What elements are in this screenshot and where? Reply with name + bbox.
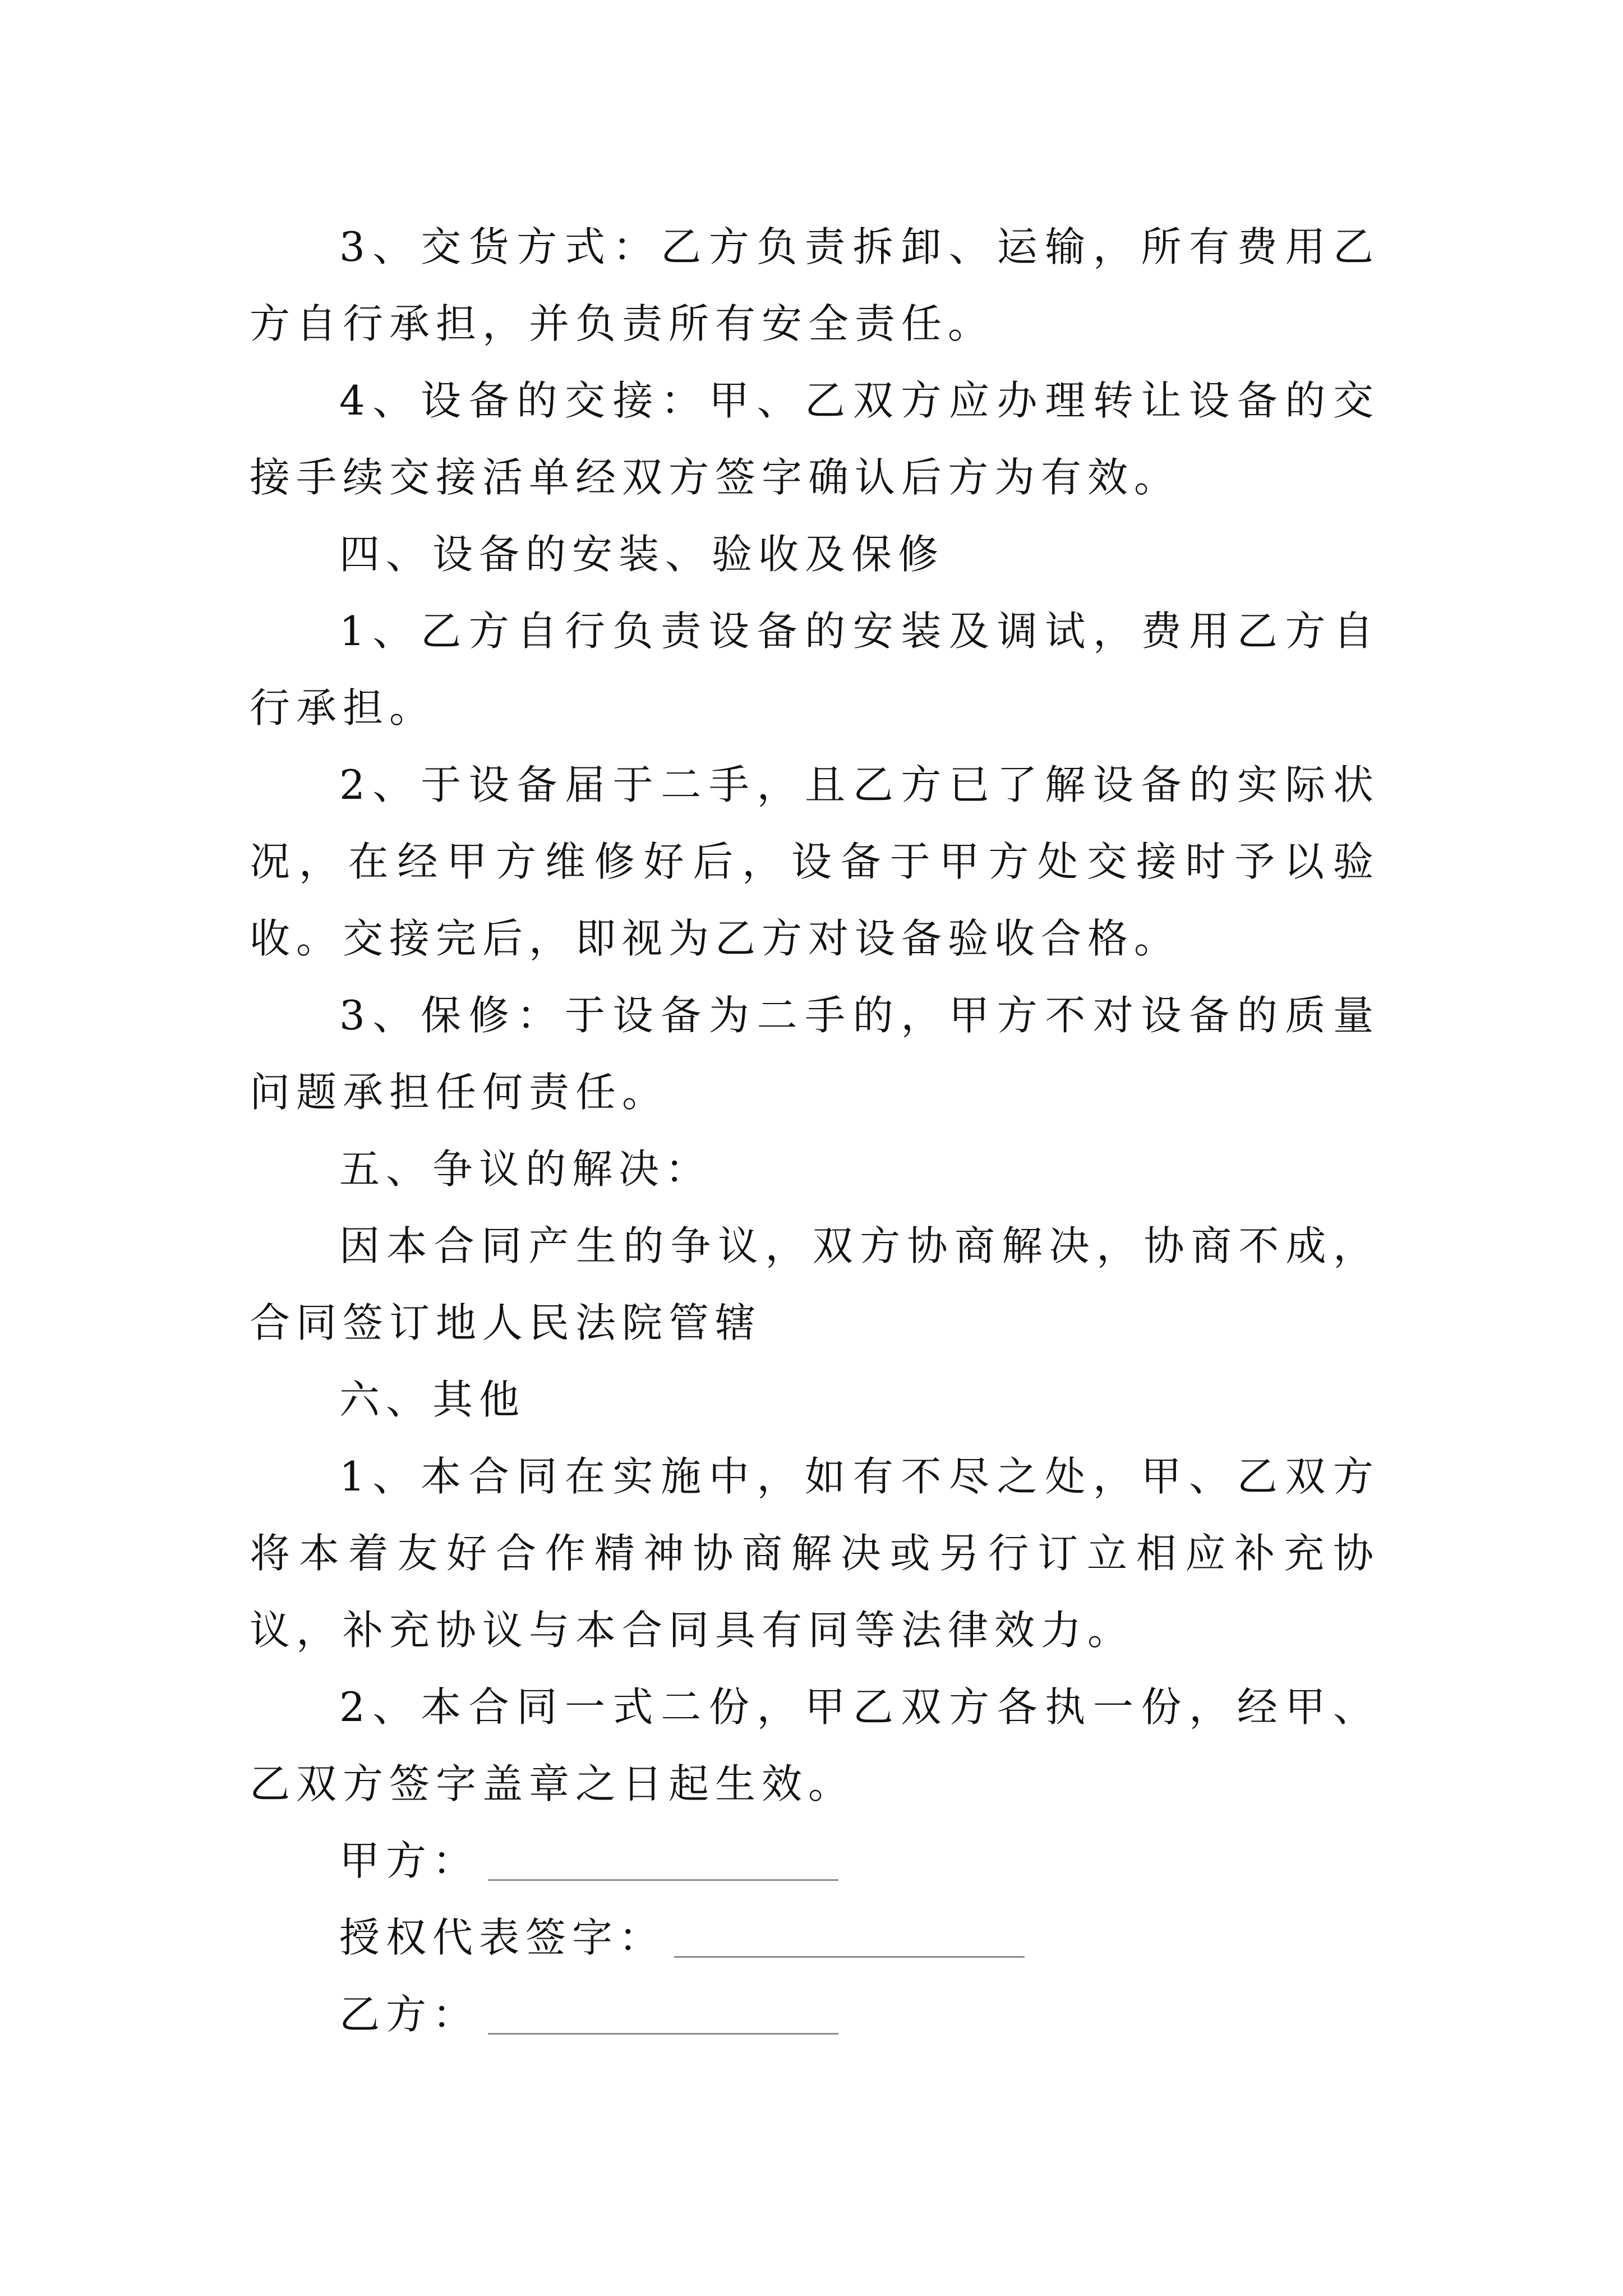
clause-warranty: 3、保修：于设备为二手的，甲方不对设备的质量问题承担任何责任。: [250, 992, 1380, 1116]
clause-acceptance: 2、于设备届于二手，且乙方已了解设备的实际状况，在经甲方维修好后，设备于甲方处交接时予以验收。交接完后，即视为乙方对设备验收合格。: [250, 761, 1380, 962]
contract-body: [250, 209, 1380, 2053]
section-heading-installation: 四、设备的安装、验收及保修: [339, 531, 945, 578]
authorized-rep-label: 授权代表签字：: [339, 1914, 666, 1961]
clause-copies: 2、本合同一式二份，甲乙双方各执一份，经甲、乙双方签字盖章之日起生效。: [250, 1683, 1380, 1807]
party-b-blank: [488, 2033, 838, 2035]
party-b-label: 乙方：: [339, 1991, 479, 2038]
clause-installation: 1、乙方自行负责设备的安装及调试，费用乙方自行承担。: [250, 608, 1380, 731]
section-heading-other: 六、其他: [339, 1376, 526, 1423]
section-heading-dispute: 五、争议的解决：: [339, 1145, 712, 1193]
party-a-label: 甲方：: [339, 1837, 479, 1884]
clause-dispute-resolution: 因本合同产生的争议，双方协商解决，协商不成，合同签订地人民法院管辖: [250, 1222, 1380, 1346]
party-a-signature-line: [250, 1823, 1380, 1899]
party-b-signature-line: [250, 1976, 1380, 2053]
clause-supplementary: 1、本合同在实施中，如有不尽之处，甲、乙双方将本着友好合作精神协商解决或另行订立相应补充协议，补充协议与本合同具有同等法律效力。: [250, 1453, 1380, 1654]
clause-delivery-method: 3、交货方式：乙方负责拆卸、运输，所有费用乙方自行承担，并负责所有安全责任。: [250, 223, 1380, 347]
clause-equipment-handover: 4、设备的交接：甲、乙双方应办理转让设备的交接手续交接活单经双方签字确认后方为有效。: [250, 377, 1380, 501]
authorized-rep-signature-line: [250, 1899, 1380, 1976]
authorized-rep-blank: [674, 1956, 1025, 1958]
party-a-blank: [488, 1879, 838, 1881]
